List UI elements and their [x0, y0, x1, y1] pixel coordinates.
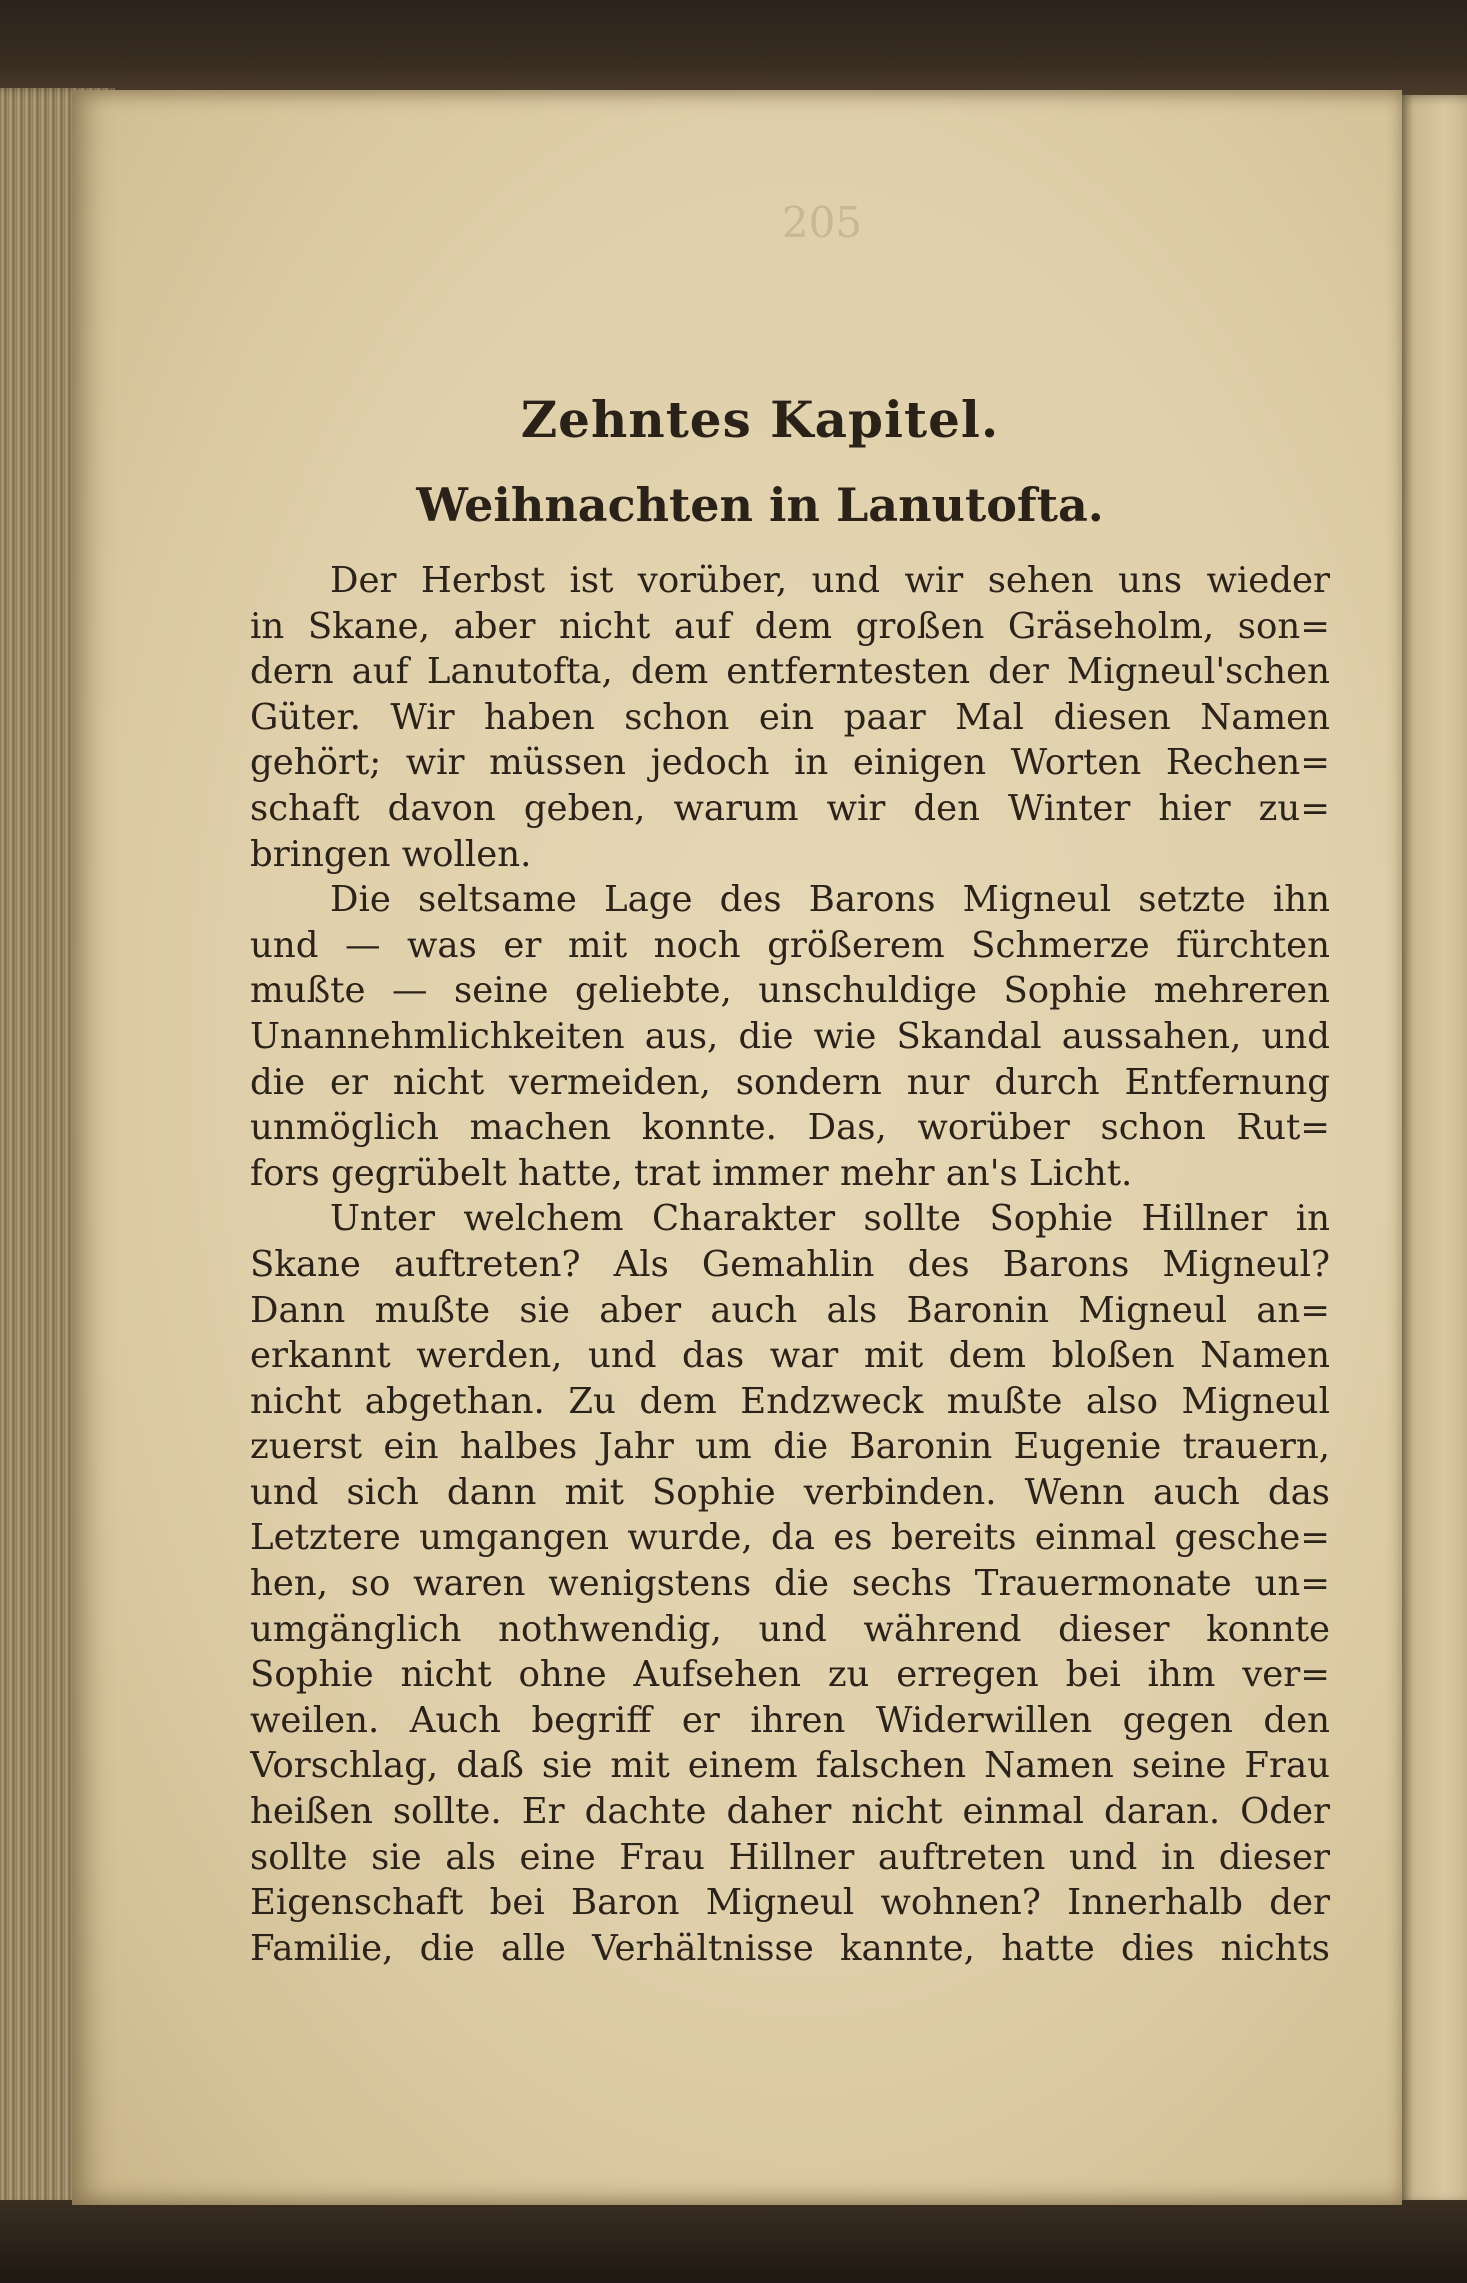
text-line: und sich dann mit Sophie verbinden. Wenn auch das [250, 1471, 1330, 1513]
text-line: Eigenschaft bei Baron Migneul wohnen? Innerhalb der [250, 1882, 1330, 1924]
text-line: Skane auftreten? Als Gemahlin des Barons Migneul? [250, 1243, 1330, 1285]
text-line: Dann mußte sie aber auch als Baronin Migneul an= [250, 1289, 1330, 1331]
text-line: mußte — seine geliebte, unschuldige Sophie mehreren [250, 970, 1330, 1012]
text-line: Der Herbst ist vorüber, und wir sehen uns wieder [330, 560, 1330, 601]
body-text [250, 558, 1330, 1971]
text-line: heißen sollte. Er dachte daher nicht einmal daran. Oder [250, 1791, 1330, 1833]
text-line: Unter welchem Charakter sollte Sophie Hillner in [330, 1198, 1330, 1240]
text-line: und — was er mit noch größerem Schmerze fürchten [250, 924, 1330, 966]
text-line: fors gegrübelt hatte, trat immer mehr an's Licht. [250, 1152, 1133, 1194]
chapter-title: Zehntes Kapitel. [520, 390, 1000, 449]
text-line: nicht abgethan. Zu dem Endzweck mußte also Migneul [250, 1380, 1330, 1422]
text-line: Güter. Wir haben schon ein paar Mal diesen Namen [250, 696, 1330, 738]
text-line: gehört; wir müssen jedoch in einigen Worten Rechen= [250, 742, 1330, 784]
text-line: weilen. Auch begriff er ihren Widerwillen gegen den [250, 1699, 1330, 1741]
text-line: Sophie nicht ohne Aufsehen zu erregen bei ihm ver= [250, 1654, 1330, 1696]
text-line: Die seltsame Lage des Barons Migneul setzte ihn [330, 879, 1330, 921]
chapter-subtitle: Weihnachten in Lanutofta. [416, 478, 1104, 532]
text-line: in Skane, aber nicht auf dem großen Gräseholm, son= [250, 605, 1330, 647]
text-line: Familie, die alle Verhältnisse kannte, hatte dies nichts [250, 1927, 1330, 1969]
text-line: schaft davon geben, warum wir den Winter hier zu= [250, 787, 1330, 829]
text-line: Unannehmlichkeiten aus, die wie Skandal aussahen, und [250, 1015, 1330, 1057]
text-line: hen, so waren wenigstens die sechs Trauermonate un= [250, 1563, 1330, 1605]
text-line: erkannt werden, und das war mit dem bloßen Namen [250, 1335, 1330, 1377]
text-line: bringen wollen. [250, 833, 532, 875]
facing-page-edge [1395, 95, 1467, 2205]
text-line: die er nicht vermeiden, sondern nur durch Entfernung [250, 1061, 1330, 1103]
text-line: zuerst ein halbes Jahr um die Baronin Eugenie trauern, [250, 1426, 1330, 1468]
book-cover-top [0, 0, 1467, 95]
text-line: Letztere umgangen wurde, da es bereits einmal gesche= [250, 1517, 1330, 1559]
text-line: sollte sie als eine Frau Hillner auftreten und in dieser [250, 1836, 1330, 1878]
text-line: dern auf Lanutofta, dem entferntesten der Migneul'schen [250, 651, 1330, 693]
text-line: umgänglich nothwendig, und während dieser konnte [250, 1608, 1330, 1650]
page-number: 205 [781, 198, 863, 247]
text-line: unmöglich machen konnte. Das, worüber schon Rut= [250, 1107, 1330, 1149]
text-line: Vorschlag, daß sie mit einem falschen Namen seine Frau [250, 1745, 1330, 1787]
book-cover-bottom [0, 2200, 1467, 2283]
